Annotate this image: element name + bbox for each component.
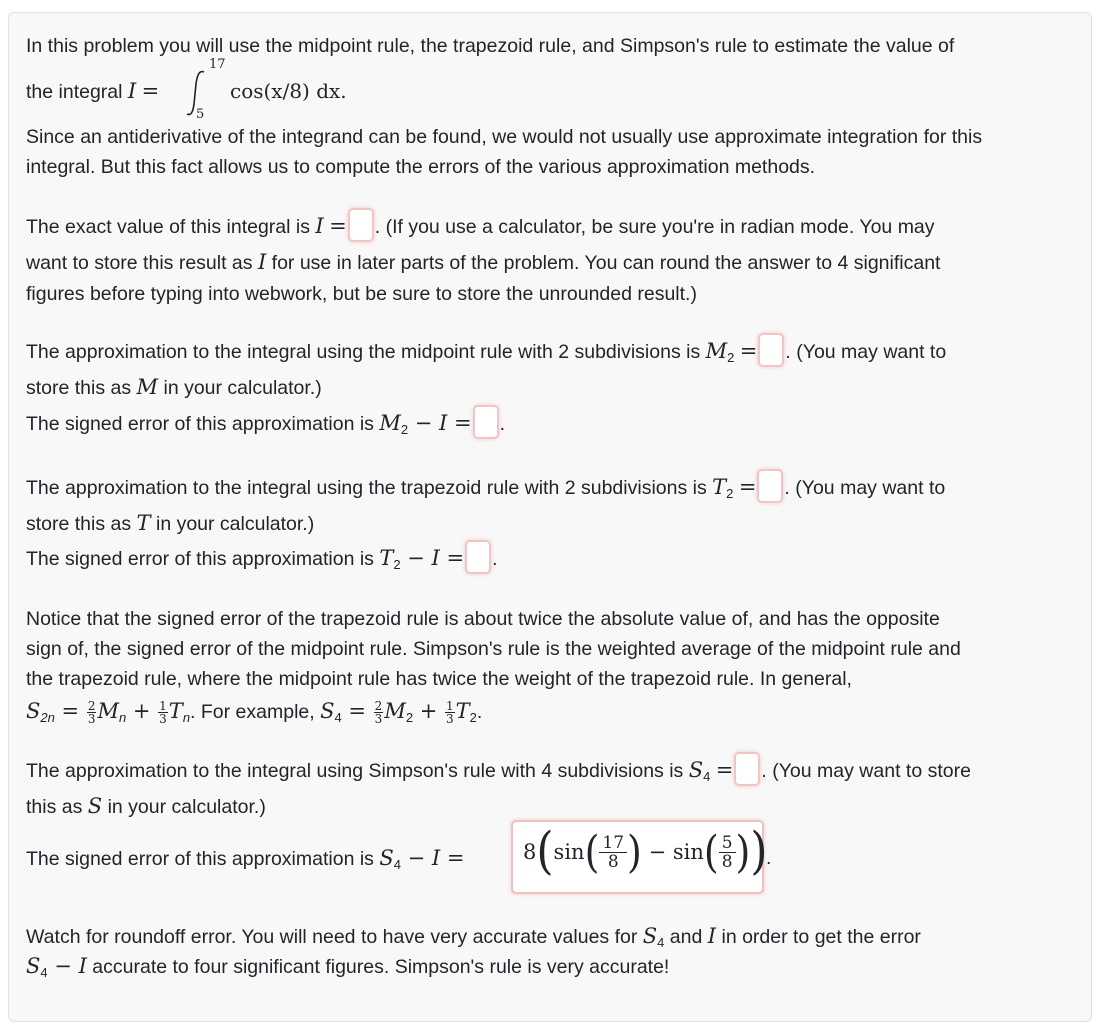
trapezoid-sub: 2 <box>726 486 734 501</box>
exact-prefix: The exact value of this integral is <box>26 216 316 238</box>
exact-line2-var: I <box>257 250 267 274</box>
trapezoid-line2-a: store this as <box>26 513 137 535</box>
midpoint-line-1 <box>26 338 946 367</box>
answer-minus: − <box>648 840 667 864</box>
exact-value-input[interactable] <box>348 208 374 242</box>
intro-integral-line <box>26 78 159 105</box>
answer-frac-2 <box>719 834 736 871</box>
watch-line-1 <box>26 923 921 950</box>
example-t-sub: 2 <box>469 710 477 725</box>
frac-num: 1 <box>159 699 167 714</box>
trapezoid-value-input[interactable] <box>757 469 783 503</box>
watch-line2-b: accurate to four significant figures. Simpson's rule is very accurate! <box>86 956 670 978</box>
watch-line1-c: in order to get the error <box>716 926 921 948</box>
exact-var: I <box>315 214 324 238</box>
exact-line-1 <box>26 213 935 242</box>
formula-plus: + <box>126 699 158 723</box>
simpson-line-1 <box>26 757 971 786</box>
simpson-error-expression <box>523 822 768 881</box>
exact-suffix: . (If you use a calculator, be sure you're in radian mode. You may <box>374 216 935 238</box>
frac-num: 1 <box>446 699 454 714</box>
example-t: T <box>455 699 470 723</box>
trapezoid-err-i: I <box>431 546 440 570</box>
watch-i: I <box>707 924 717 948</box>
formula-s: S <box>26 699 41 723</box>
trapezoid-err-prefix: The signed error of this approximation is <box>26 548 380 570</box>
right-paren-icon: ) <box>750 822 768 881</box>
exact-line-2 <box>26 249 940 276</box>
simpson-line2-b: in your calculator.) <box>102 796 266 818</box>
formula-t: T <box>168 699 183 723</box>
watch2-s: S <box>26 954 41 978</box>
simpson-sub: 4 <box>703 769 711 784</box>
integral-var: I <box>127 79 137 103</box>
left-paren-icon: ( <box>536 822 554 881</box>
example-end: . <box>476 701 483 723</box>
integral-lower-limit: 5 <box>196 107 205 122</box>
midpoint-sub: 2 <box>727 350 735 365</box>
watch-line-2 <box>26 953 669 980</box>
frac-num: 5 <box>719 834 736 853</box>
simpson-err-suffix: . <box>766 847 772 869</box>
midpoint-err-sub: 2 <box>400 422 409 437</box>
notice-line-2: sign of, the signed error of the midpoint rule. Simpson's rule is the weighted average of the midpoint rule and <box>26 638 961 660</box>
watch-s: S <box>642 924 658 948</box>
watch-s-sub: 4 <box>657 935 665 950</box>
intro-line-4: integral. But this fact allows us to compute the errors of the various approximation methods. <box>26 156 816 178</box>
formula-example-text: . For example, <box>190 701 321 723</box>
simpson-value-input[interactable] <box>734 752 760 786</box>
frac-den: 3 <box>374 712 383 727</box>
midpoint-prefix: The approximation to the integral using the midpoint rule with 2 subdivisions is <box>26 341 706 363</box>
simpson-err-prefix: The signed error of this approximation is <box>26 848 380 870</box>
answer-frac-1 <box>599 834 627 871</box>
simpson-equals: = <box>715 758 734 782</box>
simpson-err-equals: = <box>440 846 465 870</box>
midpoint-err-i: I <box>439 411 448 435</box>
exact-line2-b: for use in later parts of the problem. You can round the answer to 4 significant <box>266 252 941 274</box>
simpson-line-2 <box>26 793 266 820</box>
frac-num: 17 <box>599 834 627 853</box>
left-paren-icon: ( <box>703 826 719 878</box>
midpoint-err-suffix: . <box>499 413 506 435</box>
answer-sin-1: sin <box>553 840 585 864</box>
simpson-line2-var: S <box>87 794 103 818</box>
watch-line1-a: Watch for roundoff error. You will need to have very accurate values for <box>26 926 643 948</box>
example-s-sub: 4 <box>334 710 342 725</box>
exact-line-3: figures before typing into webwork, but be sure to store the unrounded result.) <box>26 283 697 305</box>
integral-equals: = <box>141 79 160 103</box>
integral-prefix: the integral <box>26 81 128 103</box>
example-s: S <box>320 699 335 723</box>
simpson-err-sub: 4 <box>393 857 401 872</box>
midpoint-line2-a: store this as <box>26 377 137 399</box>
simpson-err-var: S <box>379 846 394 870</box>
notice-line-1: Notice that the signed error of the trapezoid rule is about twice the absolute value of, and has the opposite <box>26 608 940 630</box>
simpson-prefix: The approximation to the integral using Simpson's rule with 4 subdivisions is <box>26 760 689 782</box>
midpoint-err-minus: − <box>408 411 440 435</box>
example-frac-two-thirds <box>374 700 384 725</box>
trapezoid-line2-var: T <box>136 511 151 535</box>
example-plus: + <box>413 699 445 723</box>
simpson-error-answer-input[interactable] <box>511 820 768 894</box>
formula-m: M <box>97 699 119 723</box>
trapezoid-err-sub: 2 <box>393 557 401 572</box>
integrand: cos(x/8) dx. <box>230 79 347 103</box>
midpoint-err-equals: = <box>447 411 472 435</box>
midpoint-equals: = <box>739 339 758 363</box>
right-paren-icon: ) <box>735 826 751 878</box>
midpoint-suffix: . (You may want to <box>785 341 947 363</box>
frac-num: 2 <box>87 699 96 714</box>
simpson-var: S <box>688 758 704 782</box>
exact-line2-a: want to store this result as <box>26 252 258 274</box>
trapezoid-var: T <box>712 475 727 499</box>
frac-den: 3 <box>159 712 167 727</box>
intro-line-3: Since an antiderivative of the integrand can be found, we would not usually use approximate integration for this <box>26 126 983 148</box>
simpson-suffix: . (You may want to store <box>761 760 971 782</box>
watch2-i: I <box>78 954 87 978</box>
midpoint-var: M <box>705 339 728 363</box>
formula-t-sub: n <box>182 710 191 725</box>
simpson-err-minus: − <box>400 846 432 870</box>
trapezoid-suffix: . (You may want to <box>784 477 946 499</box>
answer-coefficient: 8 <box>523 840 537 864</box>
midpoint-line2-var: M <box>136 375 159 399</box>
trapezoid-err-suffix: . <box>492 548 498 570</box>
notice-line-3: the trapezoid rule, where the midpoint rule has twice the weight of the trapezoid rule. In general, <box>26 668 852 690</box>
trapezoid-err-var: T <box>379 546 394 570</box>
example-equals: = <box>341 699 373 723</box>
formula-equals: = <box>54 699 86 723</box>
watch2-s-sub: 4 <box>40 965 48 980</box>
simpson-line2-a: this as <box>26 796 88 818</box>
trapezoid-equals: = <box>738 475 757 499</box>
example-m-sub: 2 <box>405 710 414 725</box>
exact-equals: = <box>329 214 347 238</box>
example-m: M <box>384 699 406 723</box>
midpoint-value-input[interactable] <box>758 333 784 367</box>
formula-m-sub: n <box>118 710 127 725</box>
midpoint-err-var: M <box>379 411 401 435</box>
frac-num: 2 <box>374 699 383 714</box>
formula-frac-one-third <box>158 700 168 725</box>
midpoint-line2-b: in your calculator.) <box>158 377 322 399</box>
watch2-minus: − <box>47 954 79 978</box>
intro-line-1: In this problem you will use the midpoint rule, the trapezoid rule, and Simpson's rule to estimate the value of <box>26 35 955 57</box>
trapezoid-error-line <box>26 545 498 574</box>
trapezoid-line2-b: in your calculator.) <box>150 513 315 535</box>
trapezoid-error-input[interactable] <box>465 540 491 574</box>
simpson-error-line <box>26 845 465 872</box>
trapezoid-err-minus: − <box>400 546 432 570</box>
trapezoid-prefix: The approximation to the integral using the trapezoid rule with 2 subdivisions is <box>26 477 713 499</box>
example-frac-one-third <box>445 700 455 725</box>
right-paren-icon: ) <box>627 826 642 878</box>
frac-den: 3 <box>87 712 96 727</box>
midpoint-error-input[interactable] <box>473 405 499 439</box>
midpoint-err-prefix: The signed error of this approximation is <box>26 413 380 435</box>
midpoint-error-line <box>26 410 505 439</box>
integral-upper-limit: 17 <box>209 57 226 72</box>
frac-den: 8 <box>721 851 733 872</box>
trapezoid-line-1 <box>26 474 945 503</box>
formula-s-sub: 2n <box>40 710 55 725</box>
trapezoid-err-equals: = <box>439 546 465 570</box>
formula-frac-two-thirds <box>87 700 97 725</box>
watch-line1-b: and <box>664 926 708 948</box>
frac-den: 8 <box>607 851 619 872</box>
left-paren-icon: ( <box>584 826 600 878</box>
frac-den: 3 <box>446 712 454 727</box>
notice-formula-line <box>26 698 482 725</box>
trapezoid-line-2 <box>26 510 314 537</box>
simpson-err-i: I <box>431 846 441 870</box>
answer-sin-2: sin <box>672 840 704 864</box>
midpoint-line-2 <box>26 374 322 401</box>
